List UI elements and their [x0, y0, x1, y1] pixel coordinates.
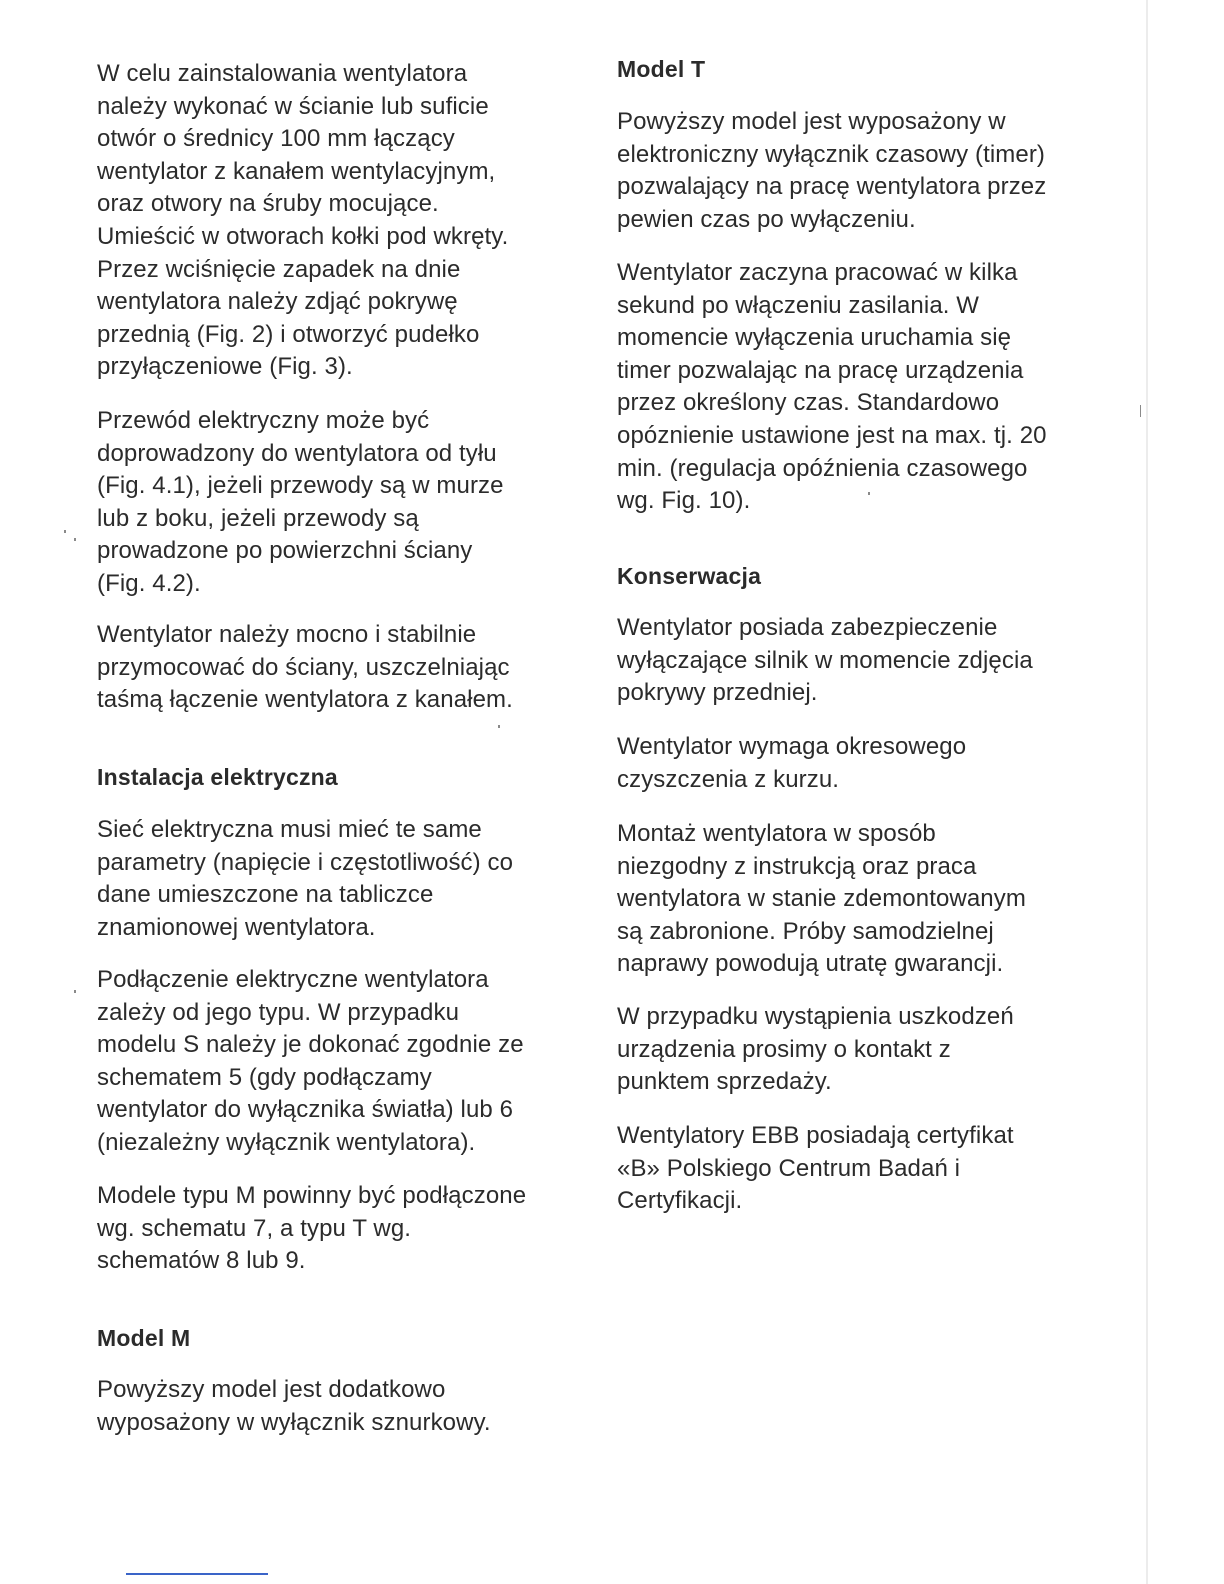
- paragraph-timer-operation: Wentylator zaczyna pracować w kilka sekund po włączeniu zasilania. W momencie wyłączenia uruchamia się timer pozwalając na pracę urządzenia przez określony czas. Standardowo opóznienie ustawione jest na max. tj. 20 min. (regulacja opóźnienia czasowego wg. Fig. 10).: [617, 259, 1047, 515]
- paragraph-model-t-timer: Powyższy model jest wyposażony w elektroniczny wyłącznik czasowy (timer) pozwalający na pracę wentylatora przez pewien czas po wyłączeniu.: [617, 108, 1047, 233]
- paragraph-model-schemas: Modele typu M powinny być podłączone wg. schematu 7, a typu T wg. schematów 8 lub 9.: [97, 1182, 527, 1275]
- paragraph-cleaning: Wentylator wymaga okresowego czyszczenia z kurzu.: [617, 733, 967, 793]
- page-edge-shadow: [1146, 0, 1148, 1584]
- paragraph-mounting: Wentylator należy mocno i stabilnie przymocować do ściany, uszczelniając taśmą łączenie wentylatora z kanałem.: [97, 621, 513, 714]
- paragraph-certificate: Wentylatory EBB posiadają certyfikat «B» Polskiego Centrum Badań i Certyfikacji.: [617, 1122, 1014, 1215]
- scan-speck: [64, 530, 66, 533]
- heading-model-m: Model M: [97, 1325, 191, 1351]
- scan-speck: [74, 990, 76, 993]
- paragraph-warranty: Montaż wentylatora w sposób niezgodny z instrukcją oraz praca wentylatora w stanie zdemontowanym są zabronione. Próby samodzielnej naprawy powodują utratę gwarancji.: [617, 820, 1026, 978]
- paragraph-model-m: Powyższy model jest dodatkowo wyposażony w wyłącznik sznurkowy.: [97, 1376, 491, 1436]
- footer-rule: [126, 1573, 268, 1575]
- paragraph-safety-switch: Wentylator posiada zabezpieczenie wyłączające silnik w momencie zdjęcia pokrywy przedniej.: [617, 614, 1033, 707]
- heading-model-t: Model T: [617, 56, 706, 82]
- heading-electrical-installation: Instalacja elektryczna: [97, 764, 338, 790]
- paragraph-damage-contact: W przypadku wystąpienia uszkodzeń urządzenia prosimy o kontakt z punktem sprzedaży.: [617, 1003, 1014, 1096]
- scan-speck: [868, 492, 870, 495]
- heading-maintenance: Konserwacja: [617, 563, 762, 589]
- scan-speck: [1140, 405, 1141, 417]
- paragraph-connection-type: Podłączenie elektryczne wentylatora zależy od jego typu. W przypadku modelu S należy je dokonać zgodnie ze schematem 5 (gdy podłączamy wentylator do wyłącznika światła) lub 6 (niezależny wyłącznik wentylatora).: [97, 966, 524, 1156]
- paragraph-cable-routing: Przewód elektryczny może być doprowadzony do wentylatora od tyłu (Fig. 4.1), jeżeli przewody są w murze lub z boku, jeżeli przewody są prowadzone po powierzchni ściany (Fig. 4.2).: [97, 407, 504, 597]
- paragraph-installation-steps: W celu zainstalowania wentylatora należy wykonać w ścianie lub suficie otwór o średnicy 100 mm łączący wentylator z kanałem wentylacyjnym, oraz otwory na śruby mocujące. Umieścić w otworach kołki pod wkręty. Przez wciśnięcie zapadek na dnie wentylatora należy zdjąć pokrywę przednią (Fig. 2) i otworzyć pudełko przyłączeniowe (Fig. 3).: [97, 60, 509, 381]
- scan-speck: [498, 725, 500, 728]
- scan-speck: [74, 538, 76, 541]
- paragraph-mains-parameters: Sieć elektryczna musi mieć te same parametry (napięcie i częstotliwość) co dane umieszczone na tabliczce znamionowej wentylatora.: [97, 816, 514, 941]
